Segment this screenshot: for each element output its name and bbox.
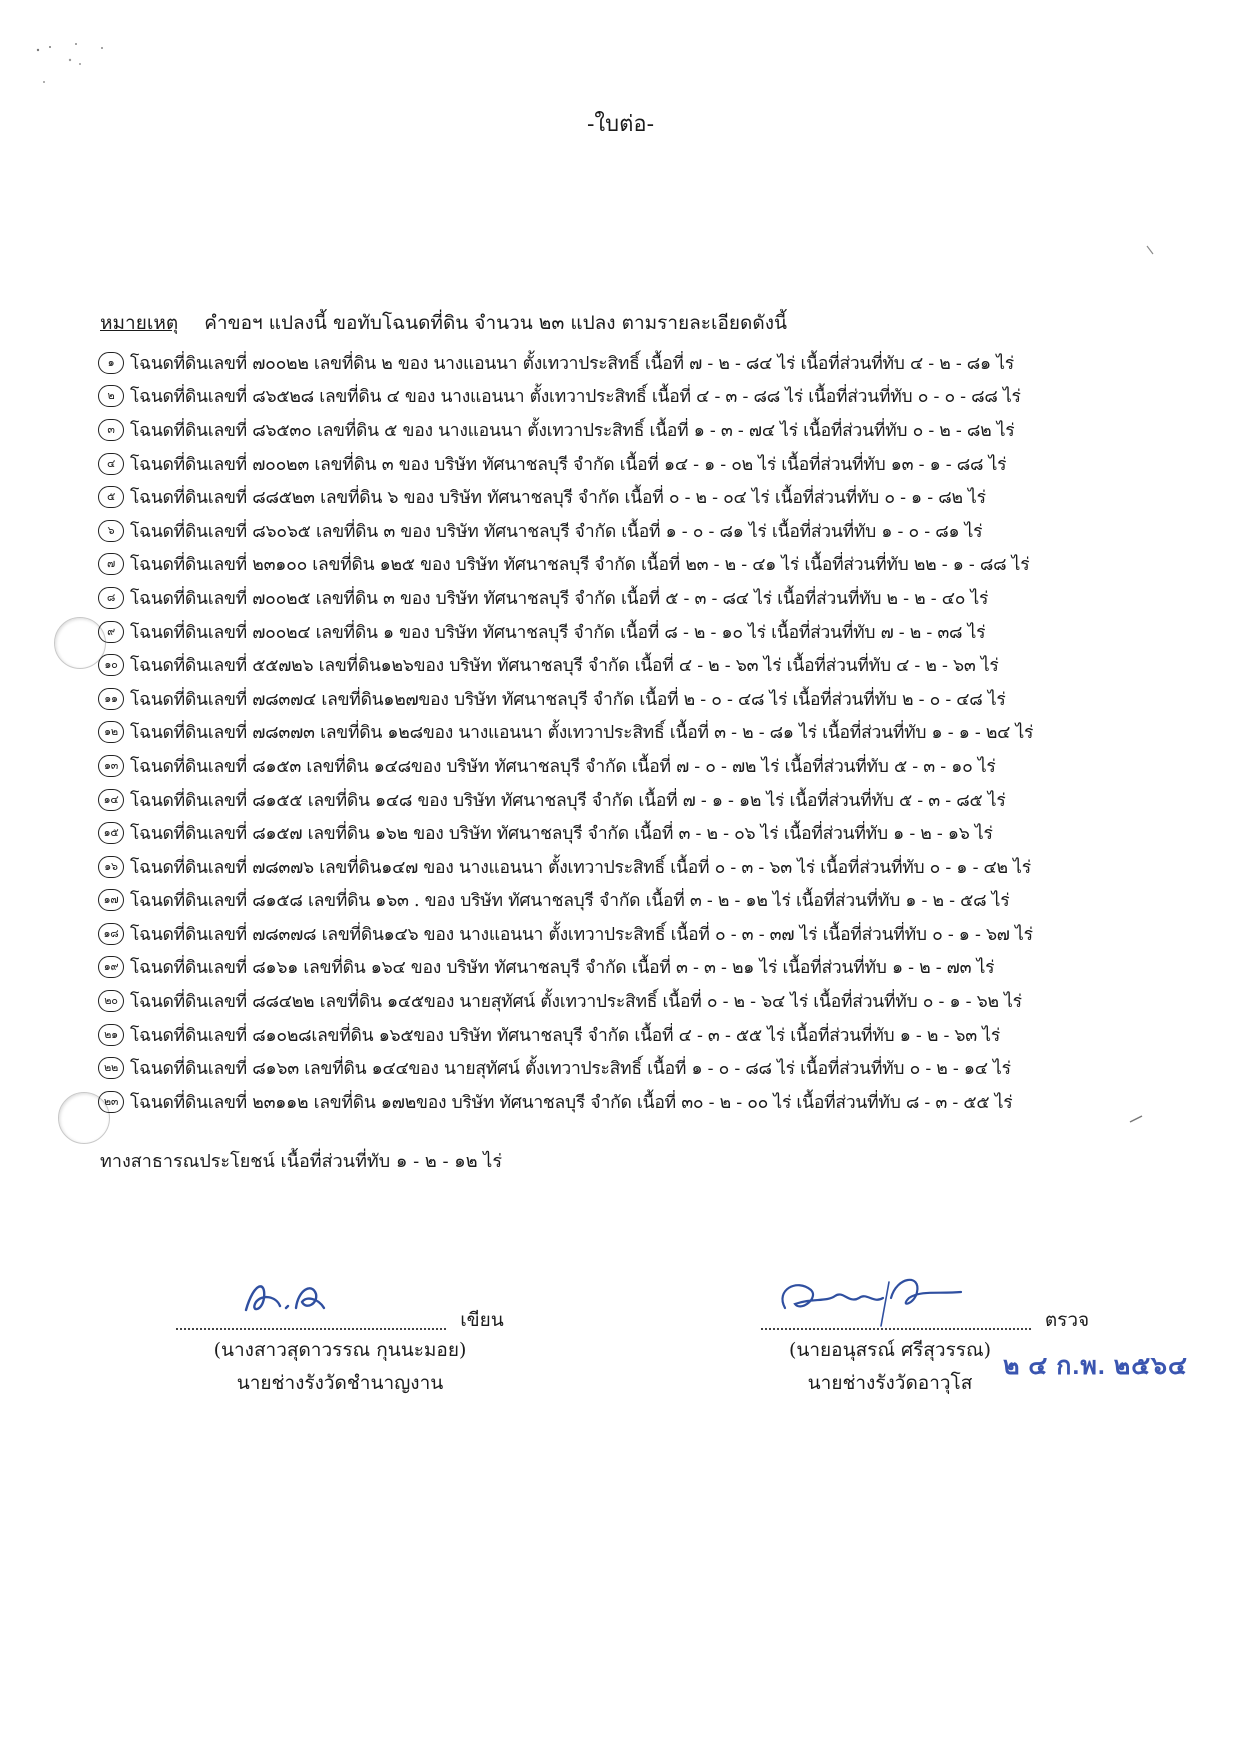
deed-item [98, 1085, 1148, 1119]
page-continuation-header: -ใบต่อ- [586, 112, 655, 137]
deed-item [98, 615, 1148, 649]
deed-text: โฉนดที่ดินเลขที่ ๒๓๑๑๒ เลขที่ดิน ๑๗๒ของ บริษัท ทัศนาชลบุรี จำกัด เนื้อที่ ๓๐ - ๒ - ๐๐ ไร่ เนื้อที่ส่วนที่ทับ ๘ - ๓ - ๕๕ ไร่ [130, 1092, 1013, 1113]
deed-text: โฉนดที่ดินเลขที่ ๘๑๖๑ เลขที่ดิน ๑๖๔ ของ บริษัท ทัศนาชลบุรี จำกัด เนื้อที่ ๓ - ๓ - ๒๑ ไร่ เนื้อที่ส่วนที่ทับ ๑ - ๒ - ๗๓ ไร่ [130, 958, 995, 979]
deed-text: โฉนดที่ดินเลขที่ ๘๑๐๒๘เลขที่ดิน ๑๖๕ของ บริษัท ทัศนาชลบุรี จำกัด เนื้อที่ ๔ - ๓ - ๕๕ ไร่ เนื้อที่ส่วนที่ทับ ๑ - ๒ - ๖๓ ไร่ [130, 1025, 1001, 1046]
deed-item [98, 884, 1148, 918]
deed-item [98, 716, 1148, 750]
deed-number-badge: ๒๐ [98, 990, 124, 1012]
deed-text: โฉนดที่ดินเลขที่ ๗๘๓๗๓ เลขที่ดิน ๑๒๘ของ นางแอนนา ตั้งเทวาประสิทธิ์ เนื้อที่ ๓ - ๒ - ๘๑ ไร่ เนื้อที่ส่วนที่ทับ ๑ - ๑ - ๒๔ ไร่ [130, 723, 1034, 744]
deed-number-badge: ๑๗ [98, 889, 124, 911]
deed-item [98, 850, 1148, 884]
writer-signature-line [160, 1270, 520, 1330]
writer-name: (นางสาวสุดาวรรณ กุนนะมอย) [213, 1339, 467, 1361]
deed-number-badge: ๕ [98, 486, 124, 508]
deed-number-badge: ๒๒ [98, 1057, 124, 1079]
writer-handwritten-signature [236, 1272, 356, 1322]
deed-item [98, 951, 1148, 985]
deed-item [98, 984, 1148, 1018]
deed-text: โฉนดที่ดินเลขที่ ๘๑๖๓ เลขที่ดิน ๑๔๔ของ นายสุทัศน์ ตั้งเทวาประสิทธิ์ เนื้อที่ ๑ - ๐ - ๘๘ ไร่ เนื้อที่ส่วนที่ทับ ๐ - ๒ - ๑๔ ไร่ [130, 1059, 1011, 1080]
deed-item [98, 581, 1148, 615]
deed-number-badge: ๑๑ [98, 688, 124, 710]
deed-number-badge: ๑๕ [98, 822, 124, 844]
deed-number-badge: ๖ [98, 520, 124, 542]
deed-item [98, 346, 1148, 380]
deed-item [98, 648, 1148, 682]
deed-text: โฉนดที่ดินเลขที่ ๘๖๐๖๕ เลขที่ดิน ๓ ของ บริษัท ทัศนาชลบุรี จำกัด เนื้อที่ ๑ - ๐ - ๘๑ ไร่ เนื้อที่ส่วนที่ทับ ๑ - ๐ - ๘๑ ไร่ [130, 521, 983, 542]
deed-text: โฉนดที่ดินเลขที่ ๘๑๕๕ เลขที่ดิน ๑๔๘ ของ บริษัท ทัศนาชลบุรี จำกัด เนื้อที่ ๗ - ๑ - ๑๒ ไร่ เนื้อที่ส่วนที่ทับ ๕ - ๓ - ๘๕ ไร่ [130, 790, 1006, 811]
deed-number-badge: ๑๙ [98, 956, 124, 978]
checker-title: นายช่างรังวัดอาวุโส [807, 1371, 973, 1394]
deed-item [98, 682, 1148, 716]
trailing-tick-mark [1128, 1112, 1148, 1126]
deed-text: โฉนดที่ดินเลขที่ ๘๘๕๒๓ เลขที่ดิน ๖ ของ บริษัท ทัศนาชลบุรี จำกัด เนื้อที่ ๐ - ๒ - ๐๔ ไร่ เนื้อที่ส่วนที่ทับ ๐ - ๑ - ๘๒ ไร่ [130, 488, 986, 509]
deed-number-badge: ๓ [98, 419, 124, 441]
deed-text: โฉนดที่ดินเลขที่ ๗๘๓๗๖ เลขที่ดิน๑๔๗ ของ นางแอนนา ตั้งเทวาประสิทธิ์ เนื้อที่ ๐ - ๓ - ๖๓ ไร่ เนื้อที่ส่วนที่ทับ ๐ - ๑ - ๔๒ ไร่ [130, 857, 1031, 878]
deed-number-badge: ๒ [98, 385, 124, 407]
deed-number-badge: ๗ [98, 553, 124, 575]
note-text: คำขอฯ แปลงนี้ ขอทับโฉนดที่ดิน จำนวน ๒๓ แปลง ตามรายละเอียดดังนี้ [204, 312, 787, 334]
checker-role: ตรวจ [1044, 1309, 1090, 1331]
deed-number-badge: ๔ [98, 453, 124, 475]
corner-specks [30, 38, 110, 98]
deed-text: โฉนดที่ดินเลขที่ ๘๑๕๗ เลขที่ดิน ๑๖๒ ของ บริษัท ทัศนาชลบุรี จำกัด เนื้อที่ ๓ - ๒ - ๐๖ ไร่ เนื้อที่ส่วนที่ทับ ๑ - ๒ - ๑๖ ไร่ [130, 824, 993, 845]
deed-item [98, 380, 1148, 414]
deed-text: โฉนดที่ดินเลขที่ ๘๖๕๓๐ เลขที่ดิน ๕ ของ นางแอนนา ตั้งเทวาประสิทธิ์ เนื้อที่ ๑ - ๓ - ๗๔ ไร่ เนื้อที่ส่วนที่ทับ ๐ - ๒ - ๘๒ ไร่ [130, 420, 1015, 441]
deed-number-badge: ๒๓ [98, 1091, 124, 1113]
deed-number-badge: ๑๓ [98, 755, 124, 777]
checker-dotted-line [761, 1288, 1031, 1330]
deed-item [98, 1051, 1148, 1085]
deed-text: โฉนดที่ดินเลขที่ ๗๐๐๒๓ เลขที่ดิน ๓ ของ บริษัท ทัศนาชลบุรี จำกัด เนื้อที่ ๑๔ - ๑ - ๐๒ ไร่ เนื้อที่ส่วนที่ทับ ๑๓ - ๑ - ๘๘ ไร่ [130, 454, 1007, 475]
deed-item [98, 447, 1148, 481]
deed-number-badge: ๑๔ [98, 789, 124, 811]
deed-item [98, 480, 1148, 514]
checker-signature-line [745, 1270, 1105, 1330]
deed-text: โฉนดที่ดินเลขที่ ๒๓๑๐๐ เลขที่ดิน ๑๒๕ ของ บริษัท ทัศนาชลบุรี จำกัด เนื้อที่ ๒๓ - ๒ - ๔๑ ไร่ เนื้อที่ส่วนที่ทับ ๒๒ - ๑ - ๘๘ ไร่ [130, 555, 1030, 576]
deed-number-badge: ๘ [98, 587, 124, 609]
deed-text: โฉนดที่ดินเลขที่ ๘๑๕๘ เลขที่ดิน ๑๖๓ . ของ บริษัท ทัศนาชลบุรี จำกัด เนื้อที่ ๓ - ๒ - ๑๒ ไร่ เนื้อที่ส่วนที่ทับ ๑ - ๒ - ๕๘ ไร่ [130, 891, 1010, 912]
margin-tick-mark [1145, 244, 1159, 258]
deed-number-badge: ๙ [98, 621, 124, 643]
deed-text: โฉนดที่ดินเลขที่ ๗๐๐๒๒ เลขที่ดิน ๒ ของ นางแอนนา ตั้งเทวาประสิทธิ์ เนื้อที่ ๗ - ๒ - ๘๔ ไร่ เนื้อที่ส่วนที่ทับ ๔ - ๒ - ๘๑ ไร่ [130, 353, 1014, 374]
deed-text: โฉนดที่ดินเลขที่ ๘๘๔๒๒ เลขที่ดิน ๑๔๕ของ นายสุทัศน์ ตั้งเทวาประสิทธิ์ เนื้อที่ ๐ - ๒ - ๖๔ ไร่ เนื้อที่ส่วนที่ทับ ๐ - ๑ - ๖๒ ไร่ [130, 992, 1022, 1013]
deed-item [98, 816, 1148, 850]
date-stamp: ๒ ๔ ก.พ. ๒๕๖๔ [1003, 1352, 1188, 1380]
checker-handwritten-signature [771, 1268, 971, 1328]
deed-number-badge: ๒๑ [98, 1024, 124, 1046]
writer-signature-block [160, 1270, 520, 1395]
public-benefit-line: ทางสาธารณประโยชน์ เนื้อที่ส่วนที่ทับ ๑ - ๒ - ๑๒ ไร่ [100, 1151, 503, 1172]
deed-number-badge: ๑๘ [98, 923, 124, 945]
deed-item [98, 749, 1148, 783]
writer-dotted-line [176, 1288, 446, 1330]
writer-role: เขียน [460, 1309, 504, 1331]
deed-number-badge: ๑ [98, 352, 124, 374]
deed-text: โฉนดที่ดินเลขที่ ๘๑๕๓ เลขที่ดิน ๑๔๘ของ บริษัท ทัศนาชลบุรี จำกัด เนื้อที่ ๗ - ๐ - ๗๒ ไร่ เนื้อที่ส่วนที่ทับ ๕ - ๓ - ๑๐ ไร่ [130, 756, 996, 777]
deed-number-badge: ๑๖ [98, 856, 124, 878]
note-label: หมายเหตุ [100, 312, 179, 334]
writer-title: นายช่างรังวัดชำนาญงาน [236, 1371, 444, 1394]
deed-number-badge: ๑๒ [98, 721, 124, 743]
deed-number-badge: ๑๐ [98, 654, 124, 676]
deed-item [98, 783, 1148, 817]
deed-item [98, 514, 1148, 548]
deed-text: โฉนดที่ดินเลขที่ ๗๘๓๗๔ เลขที่ดิน๑๒๗ของ บริษัท ทัศนาชลบุรี จำกัด เนื้อที่ ๒ - ๐ - ๔๘ ไร่ เนื้อที่ส่วนที่ทับ ๒ - ๐ - ๔๘ ไร่ [130, 689, 1006, 710]
checker-name: (นายอนุสรณ์ ศรีสุวรรณ) [788, 1339, 992, 1361]
deed-item [98, 917, 1148, 951]
deed-text: โฉนดที่ดินเลขที่ ๗๐๐๒๕ เลขที่ดิน ๓ ของ บริษัท ทัศนาชลบุรี จำกัด เนื้อที่ ๕ - ๓ - ๘๔ ไร่ เนื้อที่ส่วนที่ทับ ๒ - ๒ - ๔๐ ไร่ [130, 588, 989, 609]
deed-item [98, 1018, 1148, 1052]
deed-text: โฉนดที่ดินเลขที่ ๘๖๕๒๘ เลขที่ดิน ๔ ของ นางแอนนา ตั้งเทวาประสิทธิ์ เนื้อที่ ๔ - ๓ - ๘๘ ไร่ เนื้อที่ส่วนที่ทับ ๐ - ๐ - ๘๘ ไร่ [130, 387, 1021, 408]
deed-text: โฉนดที่ดินเลขที่ ๕๕๗๒๖ เลขที่ดิน๑๒๖ของ บริษัท ทัศนาชลบุรี จำกัด เนื้อที่ ๔ - ๒ - ๖๓ ไร่ เนื้อที่ส่วนที่ทับ ๔ - ๒ - ๖๓ ไร่ [130, 656, 999, 677]
note-heading [100, 308, 787, 338]
deed-item [98, 548, 1148, 582]
deed-list [98, 346, 1148, 1119]
deed-item [98, 413, 1148, 447]
deed-text: โฉนดที่ดินเลขที่ ๗๐๐๒๔ เลขที่ดิน ๑ ของ บริษัท ทัศนาชลบุรี จำกัด เนื้อที่ ๘ - ๒ - ๑๐ ไร่ เนื้อที่ส่วนที่ทับ ๗ - ๒ - ๓๘ ไร่ [130, 622, 986, 643]
deed-text: โฉนดที่ดินเลขที่ ๗๘๓๗๘ เลขที่ดิน๑๔๖ ของ นางแอนนา ตั้งเทวาประสิทธิ์ เนื้อที่ ๐ - ๓ - ๓๗ ไร่ เนื้อที่ส่วนที่ทับ ๐ - ๑ - ๖๗ ไร่ [130, 924, 1033, 945]
